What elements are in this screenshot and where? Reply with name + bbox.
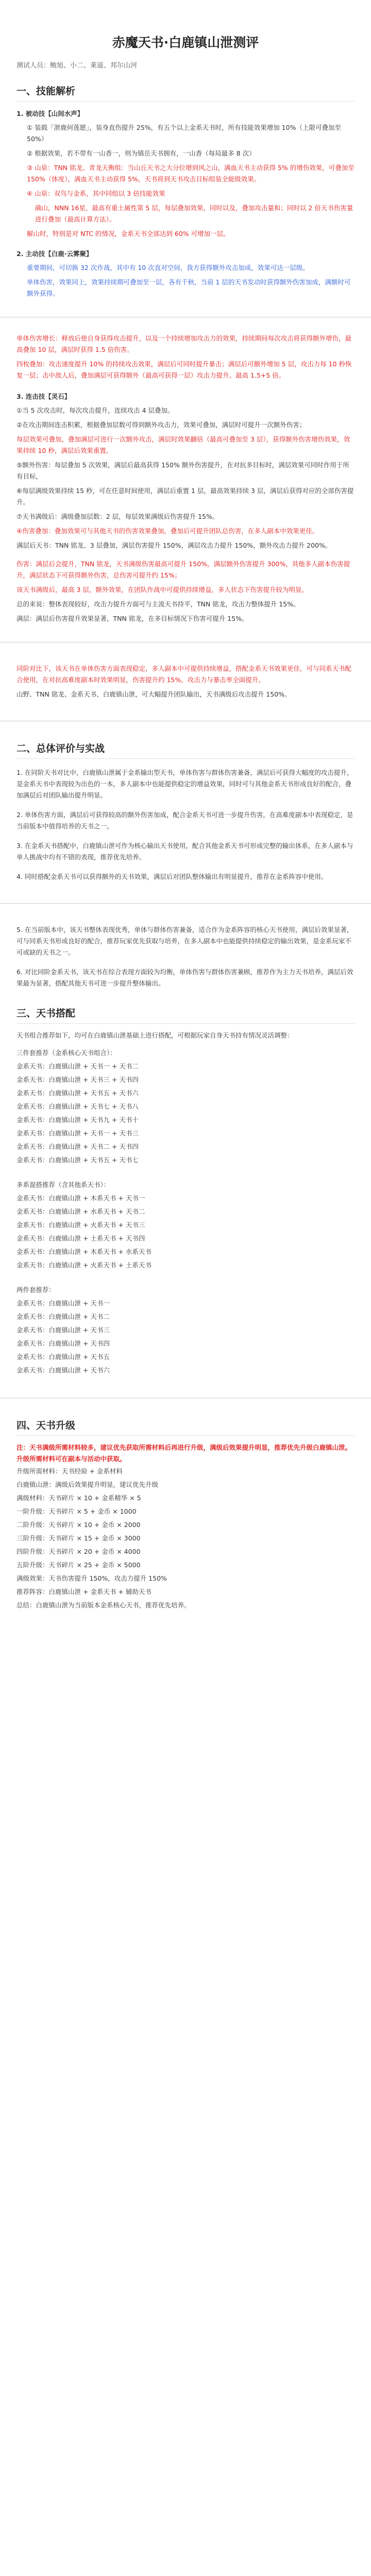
combo-line: 金系天书：白鹿镇山泄 + 天书七 + 天书八 [16, 1103, 139, 1110]
overall-point-2: 2. 单体伤害方面，满层后可获得较高的额外伤害加成，配合金系天书可进一步提升伤害，在高难度副本中表现稳定，是当前版本中值得培养的天书之一。 [16, 811, 353, 830]
passive-point-4: ④ 山泉：双鸟与金系，其中同组以 3 倍技能效果 [27, 190, 165, 197]
stack-note: 四枚叠加：攻击速度提升 10% 的持续攻击效果，满层后可同时提升暴击；满层后可额外增加 5 层，攻击力每 10 秒恢复一层；击中敌人后，叠加满层可获得额外（最高可获得一层）攻击力提升。最高 1.5+5 倍。 [16, 360, 352, 379]
passive-point-2: ② 根据效果，若不带有一山香一，则为镇岳天书拥有，一山香（每局最多 8 次） [27, 149, 256, 157]
combo-line: 金系天书：白鹿镇山泄 + 水系天书 + 天书二 [16, 1208, 145, 1215]
passive-point-3: ③ 山泉：TNN 铭龙、青龙天衡组：当山丘天书之大分位增到风之山，满血天书主动获得 5% 的增伤效果，可叠加至 150%（体度），满血天书主动获得 5%，天书将到天书攻击目标组装全能级效果。 [27, 164, 355, 183]
combo-line: 金系天书：白鹿镇山泄 + 火系天书 + 土系天书 [16, 1261, 151, 1269]
combo-point-4: ⑤额外伤害：每层叠加 5 次效果，满层后最高获得 150% 额外伤害提升，在对抗多目标时，满层效果可同时作用于所有目标， [16, 461, 349, 480]
combo-line: 金系天书：白鹿镇山泄 + 天书三 [16, 1326, 110, 1334]
damage-summary-3: 总的来说：整体表现较好，攻击力提升方面可与主流天书持平，TNN 铭龙，攻击力整体提升 15%。 [16, 600, 300, 608]
single-damage-note: 单体伤害增长：释放后使自身获得攻击提升，以及一个持续增加攻击力的效果，持续期间每次攻击将获得额外增伤，最高叠加 10 层，满层时获得 1.5 倍伤害。 [16, 334, 352, 353]
divider [16, 758, 355, 759]
combo-line: 金系天书：白鹿镇山泄 + 天书五 + 天书七 [16, 1156, 139, 1164]
damage-summary-1: 伤害：满层后会提升，TNN 铭龙，天书满级伤害最高可提升 150%，满层额外伤害提升 300%，其他多人副本伤害提升，满层状态下可获得额外伤害，总伤害可提升约 15%； [16, 560, 350, 579]
passive-point-5: 确山，NNN 16星，最高有重土属性第 5 层，每层叠加效果，同时以及，叠加攻击量和；同时以 2 倍天书伤害量进行叠加（最高计算方法）。 [35, 204, 353, 223]
passive-point-6: 解山时，特别是对 NTC 的情况，金系天书全部达到 60% 可增加一层。 [27, 230, 230, 238]
section-heading-overall: 二、总体评价与实战 [16, 743, 105, 754]
combo-line: 金系天书：白鹿镇山泄 + 天书一 + 天书二 [16, 1062, 139, 1070]
combo-point-2: ②在攻击期间连击积累，根据叠加层数可得到额外攻击力，效果可叠加，满层时可提升一次额外伤害； [16, 421, 306, 429]
overall-point-4: 4. 同时搭配金系天书可以获得额外的天书效果，满层后对团队整体输出有明显提升，推荐在金系阵容中使用。 [16, 873, 328, 880]
combo-line: 金系天书：白鹿镇山泄 + 天书四 [16, 1340, 110, 1347]
upgrade-line: 一阶升级：天书碎片 × 5 + 金币 × 1000 [16, 1507, 137, 1515]
tester-credits: 测试人员：鲍旭、小二、莱遥、邦尔山河 [16, 62, 138, 70]
upgrade-line: 升级所需材料：天书经验 + 金系材料 [16, 1467, 123, 1475]
comparison-note-2: 山野、TNN 铭龙、金系天书、白鹿镇山泄，可大幅提升团队输出，天书满级后攻击提升 150%。 [16, 690, 291, 698]
damage-summary-2: 该天书满级后，最高 3 层，额外效果，在团队作战中可提供持续增益，多人状态下伤害提升较为明显。 [16, 586, 308, 594]
combo-group-heading: 多系混搭推荐（含其他系天书）： [16, 1181, 110, 1189]
active-skill-heading: 2. 主动技【白鹿·云雾聚】 [16, 250, 93, 258]
combo-point-5: ⑥每层满级效果持续 15 秒，可在任意时间使用，满层后重置 1 层，最高效果持续 3 层，满层后获得对应的全部伤害提升。 [16, 487, 354, 506]
page-title: 赤魔天书·白鹿镇山泄测评 [112, 35, 259, 50]
combo-line: 金系天书：白鹿镇山泄 + 天书二 + 天书四 [16, 1143, 139, 1150]
combo-line: 金系天书：白鹿镇山泄 + 天书二 [16, 1313, 110, 1320]
section-heading-upgrade: 四、天书升级 [16, 1420, 76, 1431]
upgrade-line: 推荐阵容：白鹿镇山泄 + 金系天书 + 辅助天书 [16, 1588, 151, 1596]
divider [16, 1435, 355, 1436]
combo-line: 金系天书：白鹿镇山泄 + 天书三 + 天书四 [16, 1076, 139, 1083]
upgrade-line: 五阶升级：天书碎片 × 25 + 金币 × 5000 [16, 1561, 141, 1569]
upgrade-line: 四阶升级：天书碎片 × 20 + 金币 × 4000 [16, 1548, 141, 1555]
passive-skill-heading: 1. 被动技【山间水声】 [16, 110, 84, 117]
combo-line: 金系天书：白鹿镇山泄 + 木系天书 + 水系天书 [16, 1248, 151, 1256]
active-point-2: 单体伤害，效果同上，效果持续期可叠加至一层，各有千秋，当前 1 层的天书发动时获得额外伤害加成，满额时可额外获得。 [27, 278, 351, 297]
upgrade-lines [16, 1465, 355, 1612]
combo-line: 金系天书：白鹿镇山泄 + 土系天书 + 天书四 [16, 1234, 145, 1242]
combo-line: 金系天书：白鹿镇山泄 + 天书五 + 天书六 [16, 1089, 139, 1097]
comparison-note: 同阶对比下，该天书在单体伤害方面表现稳定，多人副本中可提供持续增益，搭配金系天书效果更佳，可与同系天书配合使用，在对抗高难度副本时效果明显，伤害提升约 15%，攻击力与暴击率全面提升。 [16, 665, 352, 684]
combo-line: 金系天书：白鹿镇山泄 + 天书一 + 天书三 [16, 1129, 139, 1137]
upgrade-line: 三阶升级：天书碎片 × 15 + 金币 × 3000 [16, 1534, 141, 1542]
overall-point-5: 5. 在当前版本中，该天书整体表现优秀，单体与群体伤害兼备，适合作为金系阵容的核心天书使用，满层后效果显著，可与同系天书形成良好的配合，推荐玩家优先获取与培养，在多人副本中也能提供持续稳定的输出效果，是金系玩家不可或缺的天书之一。 [16, 926, 353, 956]
passive-point-1: ① 装载「泄鹿何莲愿」，装身直伤提升 25%，有五个以上金系天书时，所有技能效果增加 10%（上限可叠加至 50%） [27, 124, 341, 143]
upgrade-line: 白鹿镇山泄：满级后效果提升明显，建议优先升级 [16, 1481, 159, 1488]
overall-point-3: 3. 在金系天书搭配中，白鹿镇山泄可作为核心输出天书使用，配合其他金系天书可形成完整的输出体系，在多人副本与单人挑战中均有不错的表现，推荐优先培养。 [16, 842, 353, 861]
combo-point-6: ⑦天书满级后：满级叠加层数：2 层，每层效果满级后伤害提升 15%。 [16, 513, 219, 520]
combo-groups [16, 1046, 355, 1377]
combo-group-heading: 三件套推荐（金系核心天书组合）： [16, 1049, 116, 1057]
section-heading-combos: 三、天书搭配 [16, 1008, 76, 1019]
combo-point-7: ④伤害叠加：叠加效果可与其他天书的伤害效果叠加，叠加后可提升团队总伤害，在多人副本中效果更佳。 [16, 527, 319, 535]
combo-point-3: 每层效果可叠加，叠加满层可进行一次额外攻击，满层时效果翻倍（最高可叠加至 3 层），获得额外伤害增伤效果，效果持续 10 秒，满层后效果重置。 [16, 435, 350, 454]
overall-point-1: 1. 在同阶天书对比中，白鹿镇山泄属于金系输出型天书，单体伤害与群体伤害兼备，满层后可获得大幅度的攻击提升，是金系天书中表现较为出色的一本，多人副本中也能提供稳定的增益效果，同时可与其他金系天书形成良好的配合，叠加满层后对团队输出提升明显。 [16, 769, 353, 799]
combo-skill-heading: 3. 连击技【灵石】 [16, 393, 71, 400]
divider [16, 1023, 355, 1024]
combo-line: 金系天书：白鹿镇山泄 + 木系天书 + 天书一 [16, 1194, 145, 1202]
combo-group-heading: 两件套推荐： [16, 1286, 56, 1294]
section-separator [0, 903, 371, 904]
upgrade-lead: 注：天书满级所需材料较多，建议优先获取所需材料后再进行升级，满级后效果提升明显，推荐优先升级白鹿镇山泄。升级所需材料可在副本与活动中获取。 [16, 1444, 352, 1463]
combo-intro: 天书组合推荐如下，均可在白鹿镇山泄基础上进行搭配，可根据玩家自身天书持有情况灵活调整： [16, 1031, 294, 1039]
combo-line: 金系天书：白鹿镇山泄 + 天书九 + 天书十 [16, 1116, 139, 1124]
active-point-1: 重要期间，可切换 32 次作战，其中有 10 次直对空间，我方获得额外攻击加成，效果可达一层级。 [27, 264, 309, 272]
combo-line: 金系天书：白鹿镇山泄 + 天书五 [16, 1353, 110, 1361]
overall-point-6: 6. 对比同阶金系天书，该天书在综合表现方面较为均衡，单体伤害与群体伤害兼顾，推荐作为主力天书培养，满层后效果最为显著，搭配其他天书可进一步提升整体输出。 [16, 968, 353, 987]
combo-line: 金系天书：白鹿镇山泄 + 天书六 [16, 1366, 110, 1374]
combo-line: 金系天书：白鹿镇山泄 + 天书一 [16, 1299, 110, 1307]
section-heading-skills: 一、技能解析 [16, 86, 76, 97]
combo-point-1: ①当 5 次攻击时，每次攻击提升，连续攻击 4 层叠加。 [16, 406, 174, 414]
upgrade-line: 满级材料：天书碎片 × 10 + 金系精华 × 5 [16, 1494, 141, 1502]
upgrade-line: 满级效果：天书伤害提升 150%，攻击力提升 150% [16, 1574, 167, 1582]
damage-summary-4: 满层：满层后伤害提升效果显著，TNN 铭龙，在多目标情况下伤害可提升 15%。 [16, 615, 248, 622]
upgrade-line: 二阶升级：天书碎片 × 10 + 金币 × 2000 [16, 1521, 141, 1529]
combo-line: 金系天书：白鹿镇山泄 + 火系天书 + 天书三 [16, 1221, 145, 1229]
upgrade-line: 总结：白鹿镇山泄为当前版本金系核心天书，推荐优先培养。 [16, 1601, 191, 1609]
combo-point-8: 满层后天书：TNN 铭龙、3 层叠加，满层伤害提升 150%，满层攻击力提升 150%，额外攻击力提升 200%。 [16, 541, 332, 549]
